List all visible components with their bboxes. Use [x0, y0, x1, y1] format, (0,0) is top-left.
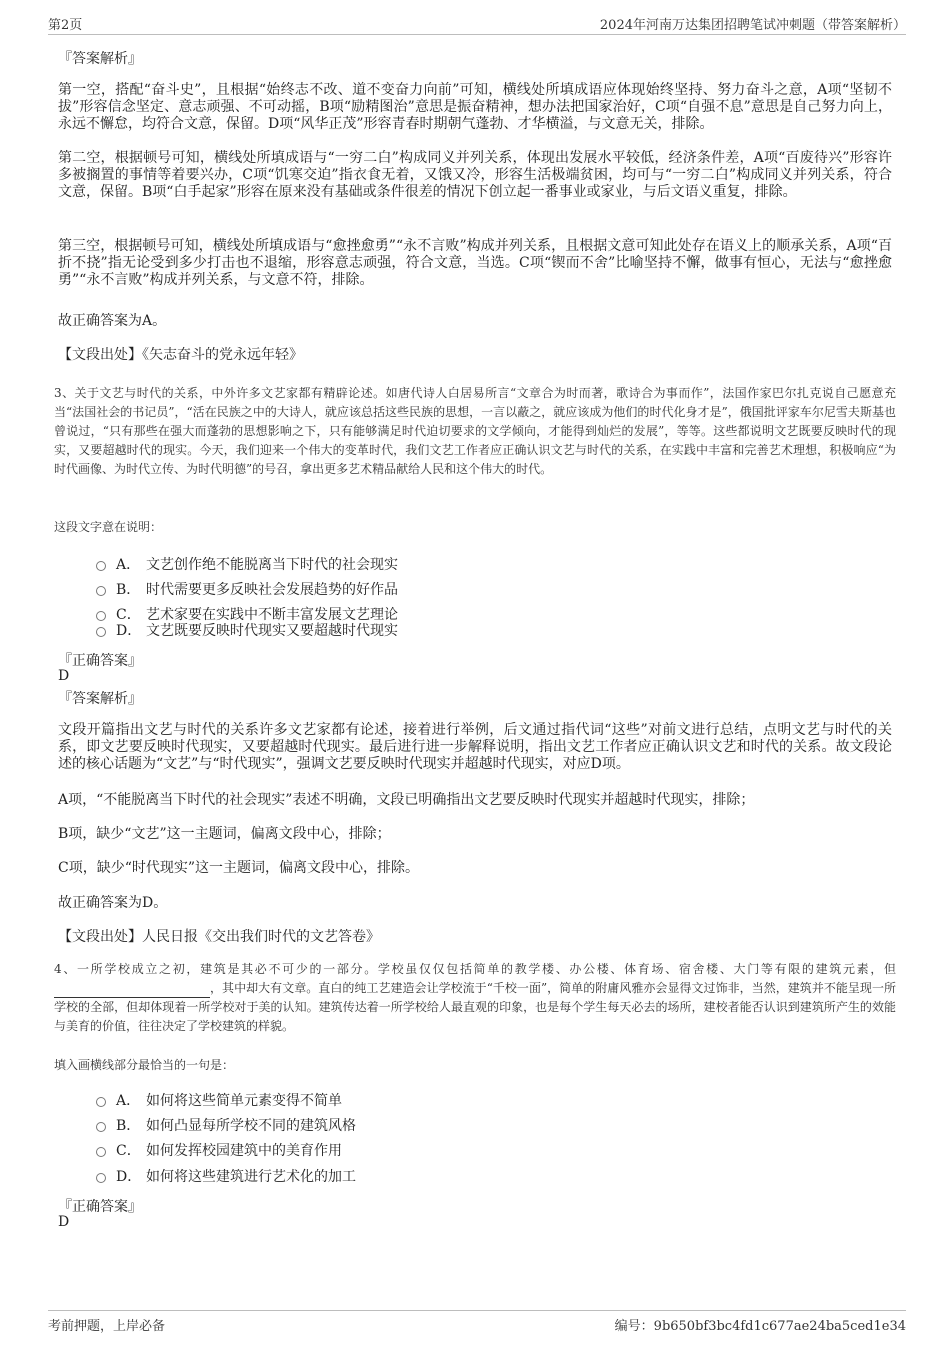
q3-option-d[interactable] — [96, 621, 398, 639]
radio-icon[interactable] — [96, 611, 106, 621]
q4-question-text — [54, 960, 896, 1036]
option-text: 文艺创作绝不能脱离当下时代的社会现实 — [146, 557, 398, 573]
q3-analysis-para-1: 文段开篇指出文艺与时代的关系许多文艺家都有论述，接着进行举例，后文通过指代词“这些”对前文进行总结，点明文艺与时代的关系，即文艺要反映时代现实，又要超越时代现实。最后进行进一步解释说明，指出文艺工作者应正确认识文艺和时代的关系。故文段论述的核心话题为“文艺”与“时代现实”，强调文艺要反映时代现实并超越时代现实，对应D项。 — [58, 722, 892, 772]
q3-source: 【文段出处】人民日报《交出我们时代的文艺答卷》 — [58, 929, 380, 945]
option-text: 如何凸显每所学校不同的建筑风格 — [146, 1118, 356, 1134]
option-letter: C． — [116, 1143, 141, 1159]
page-footer — [48, 1310, 906, 1333]
q3-question-text: 3、关于文艺与时代的关系，中外许多文艺家都有精辟论述。如唐代诗人白居易所言“文章合为时而著，歌诗合为事而作”，法国作家巴尔扎克说自己愿意充当“法国社会的书记员”，“活在民族之中的大诗人，就应该总括这些民族的思想，一言以蔽之，就应该成为他们的时代化身才是”，俄国批评家车尔尼雪夫斯基也曾说过，“只有那些在强大而蓬勃的思想影响之下，只有能够满足时代迫切要求的文学倾向，才能得到灿烂的发展”，等等。这些都说明文艺既要反映时代的现实，又要超越时代的现实。今天，我们迎来一个伟大的变革时代，我们文艺工作者应正确认识文艺与时代的关系，在实践中丰富和完善艺术理想，积极响应“为时代画像、为时代立传、为时代明德”的号召，拿出更多艺术精品献给人民和这个伟大的时代。 — [54, 386, 896, 476]
q2-conclusion: 故正确答案为A。 — [58, 313, 167, 329]
q3-analysis-para-3: B项，缺少“文艺”这一主题词，偏离文段中心，排除； — [58, 826, 391, 842]
document-title: 2024年河南万达集团招聘笔试冲刺题（带答案解析） — [599, 18, 906, 33]
option-text: 如何发挥校园建筑中的美育作用 — [146, 1143, 342, 1159]
radio-icon[interactable] — [96, 1173, 106, 1183]
q3-option-a[interactable] — [96, 555, 398, 573]
option-letter: D． — [116, 1169, 142, 1185]
radio-icon[interactable] — [96, 1122, 106, 1132]
q2-analysis-para-3: 第三空，根据顿号可知，横线处所填成语与“愈挫愈勇”“永不言败”构成并列关系，且根据文意可知此处存在语义上的顺承关系，A项“百折不挠”指无论受到多少打击也不退缩，形容意志顽强，符合文意，当选。C项“锲而不舍”比喻坚持不懈，做事有恒心，无法与“愈挫愈勇”“永不言败”构成并列关系，与文意不符，排除。 — [58, 238, 892, 288]
q4-option-c[interactable] — [96, 1141, 342, 1159]
radio-icon[interactable] — [96, 586, 106, 596]
footer-slogan: 考前押题，上岸必备 — [48, 1319, 166, 1334]
page-header — [48, 12, 906, 35]
radio-icon[interactable] — [96, 627, 106, 637]
option-letter: C． — [116, 607, 141, 623]
radio-icon[interactable] — [96, 561, 106, 571]
q4-text-after: ，其中却大有文章。直白的纯工艺建造会让学校流于“千校一面”，简单的附庸风雅亦会显得文过饰非，当然，建筑并不能呈现一所学校的全部，但却体现着一所学校对于美的认知。建筑传达着一所学校给人最直观的印象，也是每个学生每天必去的场所，建校者能否认识到建筑所产生的效能与美育的价值，往往决定了学校建筑的样貌。 — [54, 981, 896, 1033]
option-letter: B． — [116, 582, 141, 598]
radio-icon[interactable] — [96, 1097, 106, 1107]
q4-correct-answer: D — [58, 1214, 70, 1230]
option-text: 艺术家要在实践中不断丰富发展文艺理论 — [146, 607, 398, 623]
fill-in-blank — [54, 985, 210, 998]
option-text: 如何将这些简单元素变得不简单 — [146, 1093, 342, 1109]
q2-source: 【文段出处】《矢志奋斗的党永远年轻》 — [58, 347, 303, 363]
q3-analysis-label: 『答案解析』 — [58, 691, 142, 707]
q2-analysis-para-1: 第一空，搭配“奋斗史”，且根据“始终志不改、道不变奋力向前”可知，横线处所填成语应体现始终坚持、努力奋斗之意，A项“坚韧不拔”形容信念坚定、意志顽强、不可动摇，B项“励精图治”意思是振奋精神，想办法把国家治好，C项“自强不息”意思是自己努力向上，永远不懈怠，均符合文意，保留。D项“风华正茂”形容青春时期朝气蓬勃、才华横溢，与文意无关，排除。 — [58, 82, 892, 132]
document-id: 编号：9b650bf3bc4fd1c677ae24ba5ced1e34 — [614, 1319, 906, 1334]
radio-icon[interactable] — [96, 1147, 106, 1157]
q3-conclusion: 故正确答案为D。 — [58, 895, 168, 911]
option-letter: D． — [116, 623, 142, 639]
page-number: 第2页 — [48, 18, 83, 33]
q3-correct-answer: D — [58, 668, 70, 684]
option-text: 时代需要更多反映社会发展趋势的好作品 — [146, 582, 398, 598]
q3-correct-label: 『正确答案』 — [58, 653, 142, 669]
q3-prompt: 这段文字意在说明： — [54, 520, 163, 534]
option-text: 文艺既要反映时代现实又要超越时代现实 — [146, 623, 398, 639]
q2-analysis-para-2: 第二空，根据顿号可知，横线处所填成语与“一穷二白”构成同义并列关系，体现出发展水平较低，经济条件差，A项“百废待兴”形容许多被搁置的事情等着要兴办，C项“饥寒交迫”指衣食无着，又饿又冷，形容生活极端贫困，均可与“一穷二白”构成同义并列关系，符合文意，保留。B项“白手起家”形容在原来没有基础或条件很差的情况下创立起一番事业或家业，与后文语义重复，排除。 — [58, 150, 892, 200]
q4-option-b[interactable] — [96, 1116, 356, 1134]
q4-option-d[interactable] — [96, 1167, 356, 1185]
q2-analysis-label: 『答案解析』 — [58, 51, 142, 67]
q3-analysis-para-4: C项，缺少“时代现实”这一主题词，偏离文段中心，排除。 — [58, 860, 420, 876]
q4-option-a[interactable] — [96, 1091, 342, 1109]
option-letter: A． — [116, 1093, 141, 1109]
q4-text-before: 4、一所学校成立之初，建筑是其必不可少的一部分。学校虽仅仅包括简单的教学楼、办公楼、体育场、宿舍楼、大门等有限的建筑元素，但 — [54, 962, 896, 976]
q4-correct-label: 『正确答案』 — [58, 1199, 142, 1215]
q4-prompt: 填入画横线部分最恰当的一句是： — [54, 1058, 235, 1072]
option-letter: A． — [116, 557, 141, 573]
option-letter: B． — [116, 1118, 141, 1134]
option-text: 如何将这些建筑进行艺术化的加工 — [146, 1169, 356, 1185]
q3-analysis-para-2: A项，“不能脱离当下时代的社会现实”表述不明确，文段已明确指出文艺要反映时代现实并超越时代现实，排除； — [58, 792, 755, 808]
q3-option-b[interactable] — [96, 580, 398, 598]
